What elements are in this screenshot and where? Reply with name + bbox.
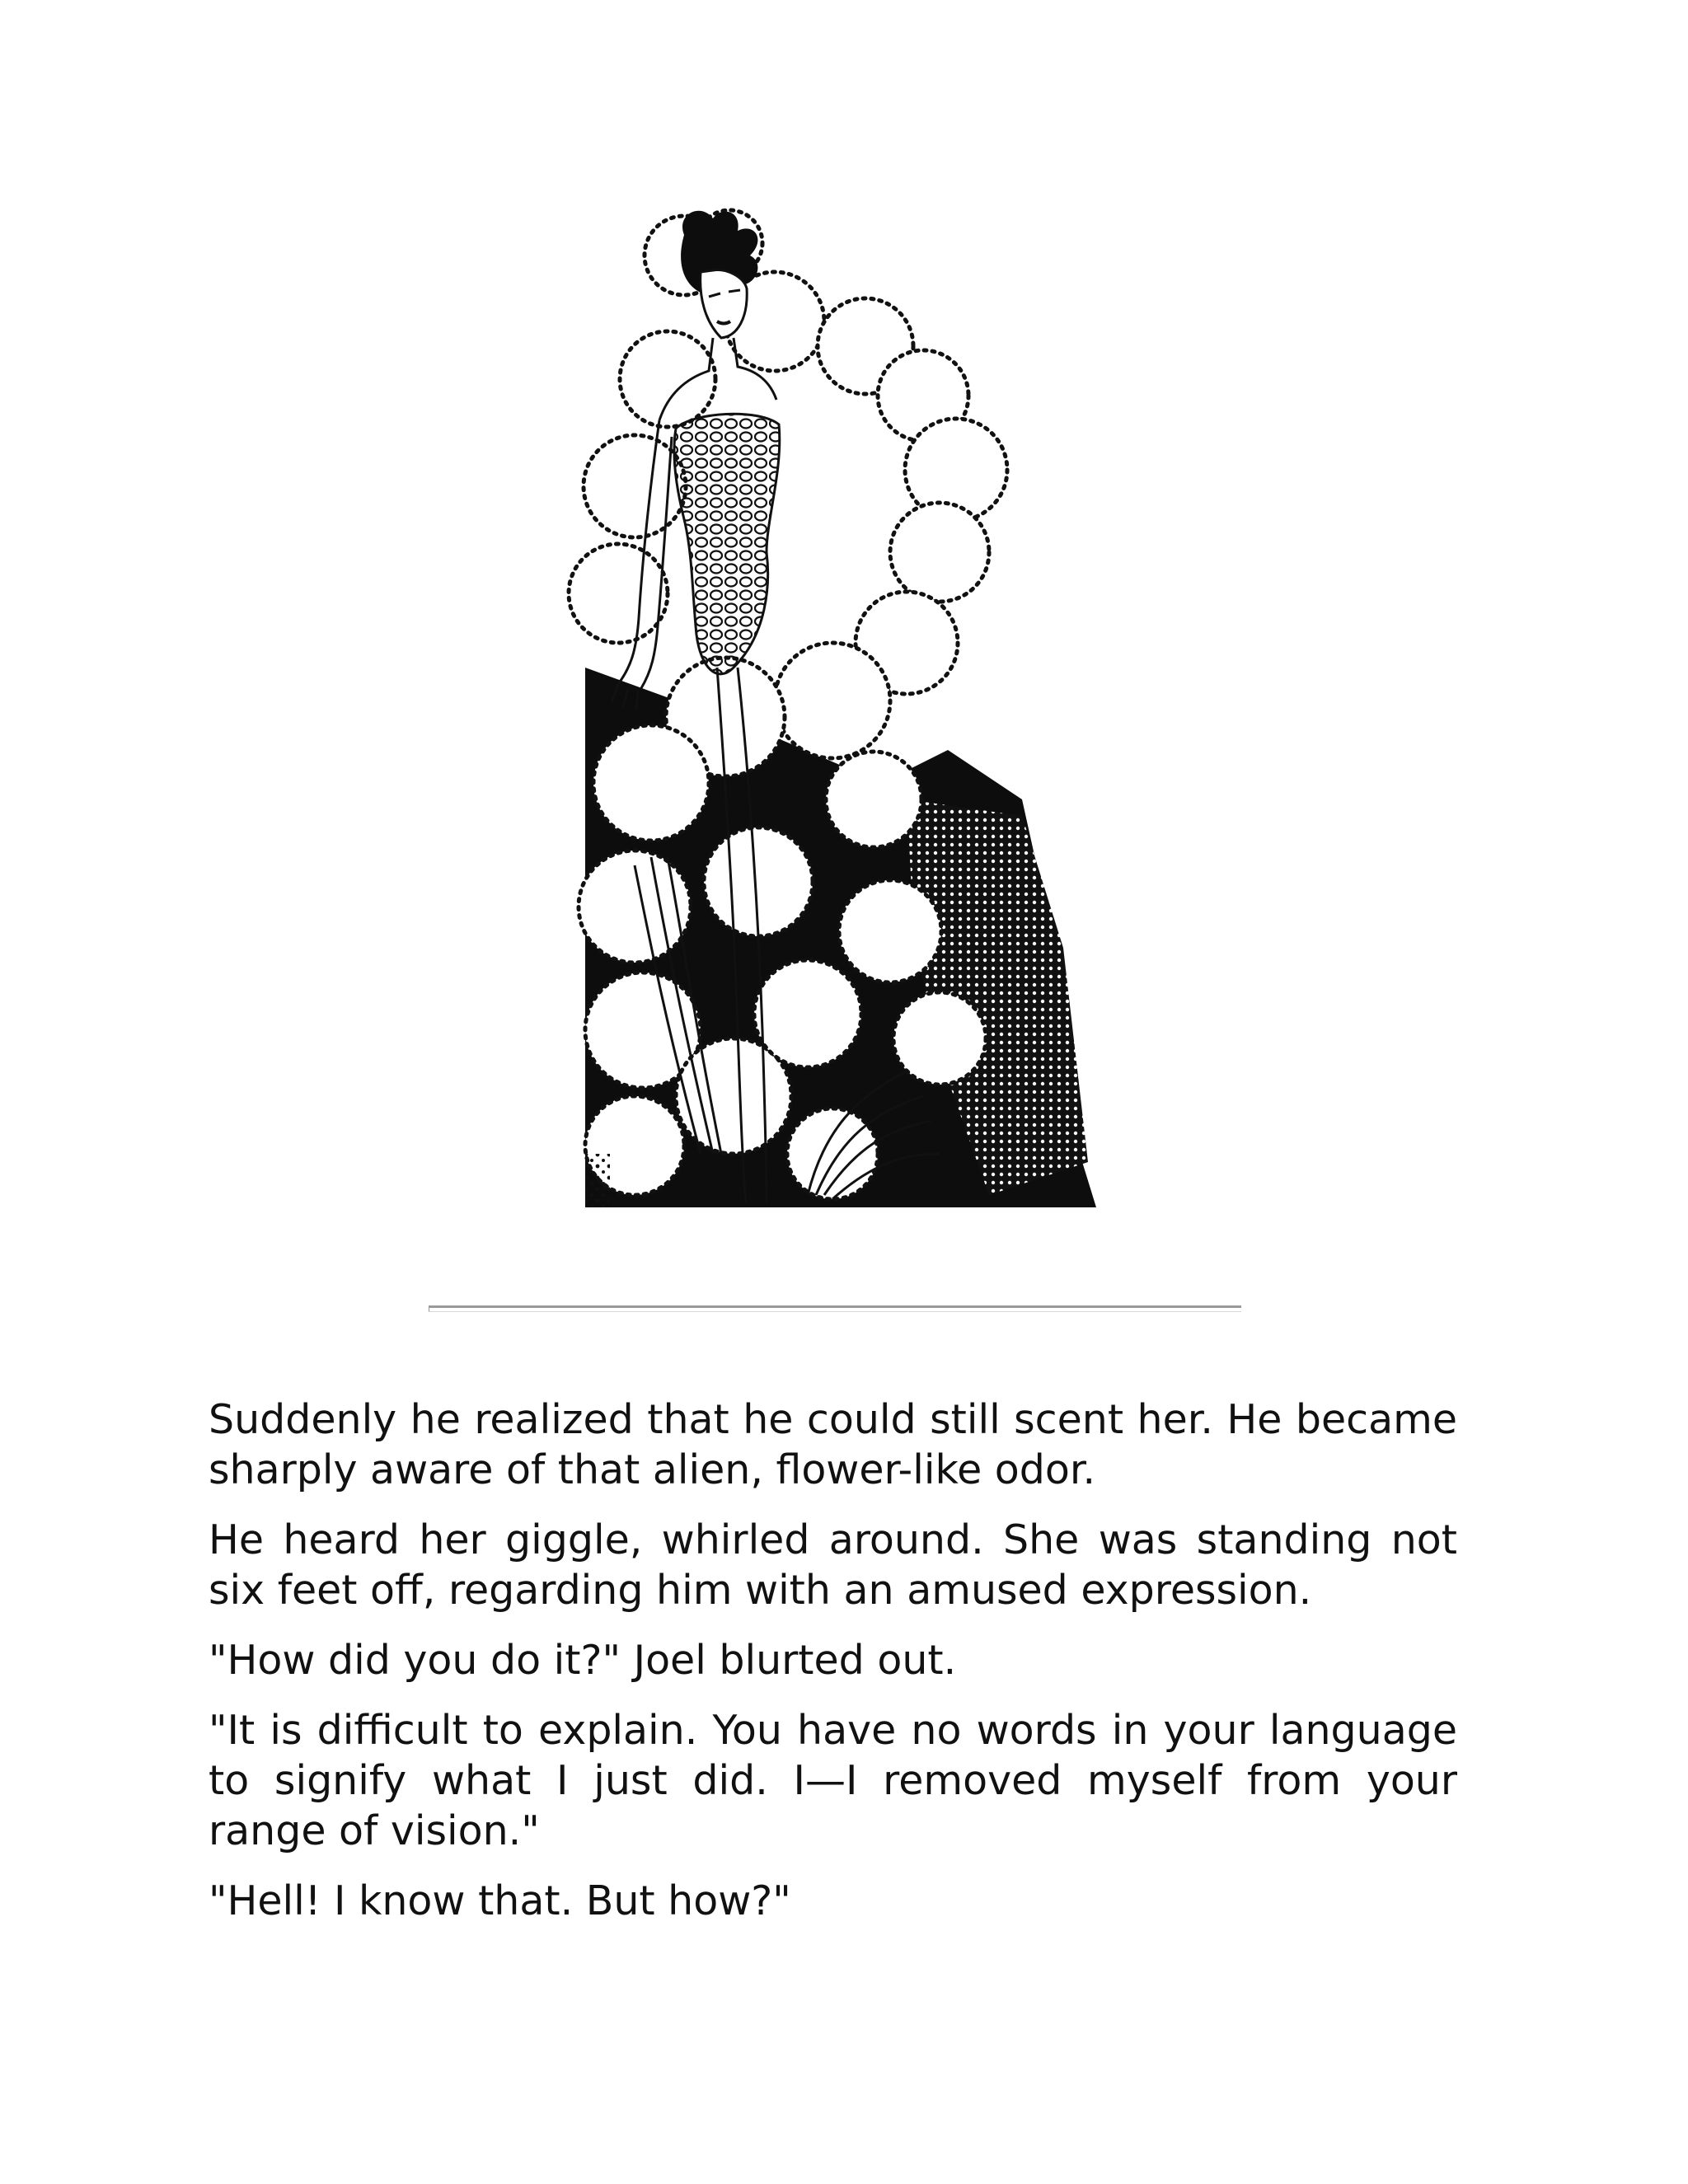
paragraph: He heard her giggle, whirled around. She was standing not six feet off, regarding him with an amused expression. bbox=[209, 1516, 1457, 1614]
paragraph: Suddenly he realized that he could still scent her. He became sharply aware of that alien, flower-like odor. bbox=[209, 1396, 1457, 1493]
paragraph: "How did you do it?" Joel blurted out. bbox=[209, 1637, 957, 1684]
paragraph: "It is difficult to explain. You have no words in your language to signify what I just did. I—I removed myself from your range of vision." bbox=[209, 1707, 1457, 1854]
section-divider bbox=[429, 1305, 1241, 1312]
woman-in-smoke-illustration bbox=[560, 206, 1104, 1220]
body-text bbox=[209, 1394, 1457, 1946]
paragraph: "Hell! I know that. But how?" bbox=[209, 1877, 791, 1924]
